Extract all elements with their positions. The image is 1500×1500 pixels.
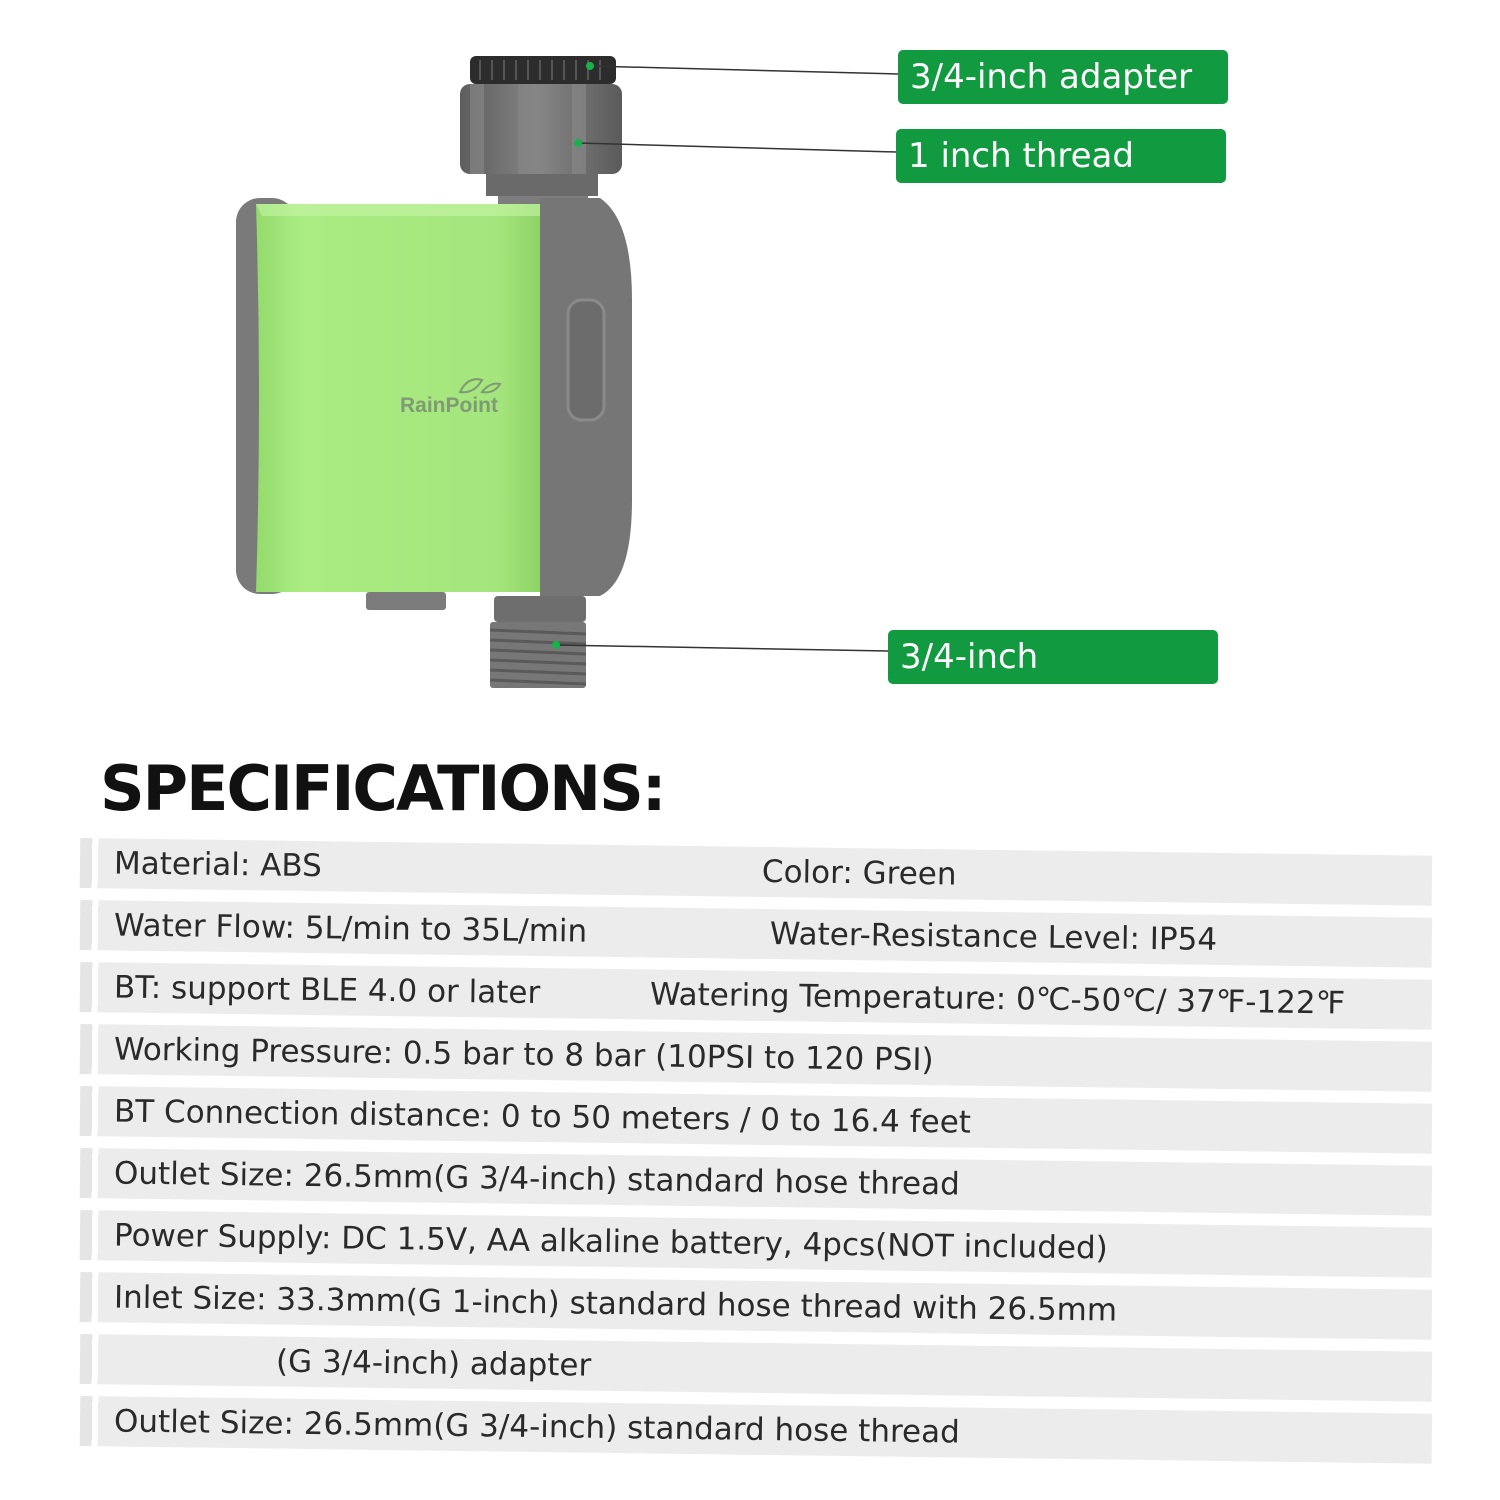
spec-material: Material: ABS <box>113 845 323 885</box>
spec-row <box>80 838 1433 906</box>
spec-inlet-size-continued: (G 3/4-inch) adapter <box>275 1343 592 1384</box>
outlet-nut <box>494 596 586 622</box>
spec-inlet-size: Inlet Size: 33.3mm(G 1-inch) standard hose thread with 26.5mm <box>113 1279 1118 1329</box>
spec-row <box>80 1024 1433 1092</box>
spec-water-resistance: Water-Resistance Level: IP54 <box>769 916 1218 958</box>
spec-bt-distance: BT Connection distance: 0 to 50 meters / 0 to 16.4 feet <box>113 1093 972 1141</box>
callout-outlet-label: 3/4-inch <box>888 630 1218 684</box>
specifications-title: SPECIFICATIONS: <box>100 752 665 825</box>
spec-row <box>80 1148 1433 1216</box>
spec-bt: BT: support BLE 4.0 or later <box>113 969 541 1012</box>
callout-adapter-label: 3/4-inch adapter <box>898 50 1228 104</box>
spec-row <box>80 1334 1433 1402</box>
spec-row <box>80 900 1433 968</box>
spec-row <box>80 1396 1433 1464</box>
spec-row <box>80 1210 1433 1278</box>
spec-row <box>80 1086 1433 1154</box>
spec-outlet-size-repeat: Outlet Size: 26.5mm(G 3/4-inch) standard hose thread <box>113 1403 961 1451</box>
spec-working-pressure: Working Pressure: 0.5 bar to 8 bar (10PSI to 120 PSI) <box>113 1031 934 1079</box>
rainpoint-logo: RainPoint <box>400 394 498 417</box>
spec-watering-temperature: Watering Temperature: 0℃-50℃/ 37℉-122℉ <box>649 976 1346 1022</box>
battery-tab <box>366 592 446 610</box>
spec-color: Color: Green <box>761 853 957 893</box>
leader-line-thread <box>578 143 896 152</box>
spec-row <box>80 962 1433 1030</box>
water-timer-image <box>0 0 1500 720</box>
product-illustration <box>0 0 1500 720</box>
spec-power-supply: Power Supply: DC 1.5V, AA alkaline battery, 4pcs(NOT included) <box>113 1217 1108 1267</box>
leader-line-outlet <box>556 645 888 651</box>
callout-thread-label: 1 inch thread <box>896 129 1226 183</box>
spec-water-flow: Water Flow: 5L/min to 35L/min <box>113 907 588 950</box>
spec-row <box>80 1272 1433 1340</box>
coupling-nut <box>460 84 622 174</box>
leader-line-adapter <box>590 66 898 74</box>
spec-outlet-size: Outlet Size: 26.5mm(G 3/4-inch) standard hose thread <box>113 1155 961 1203</box>
